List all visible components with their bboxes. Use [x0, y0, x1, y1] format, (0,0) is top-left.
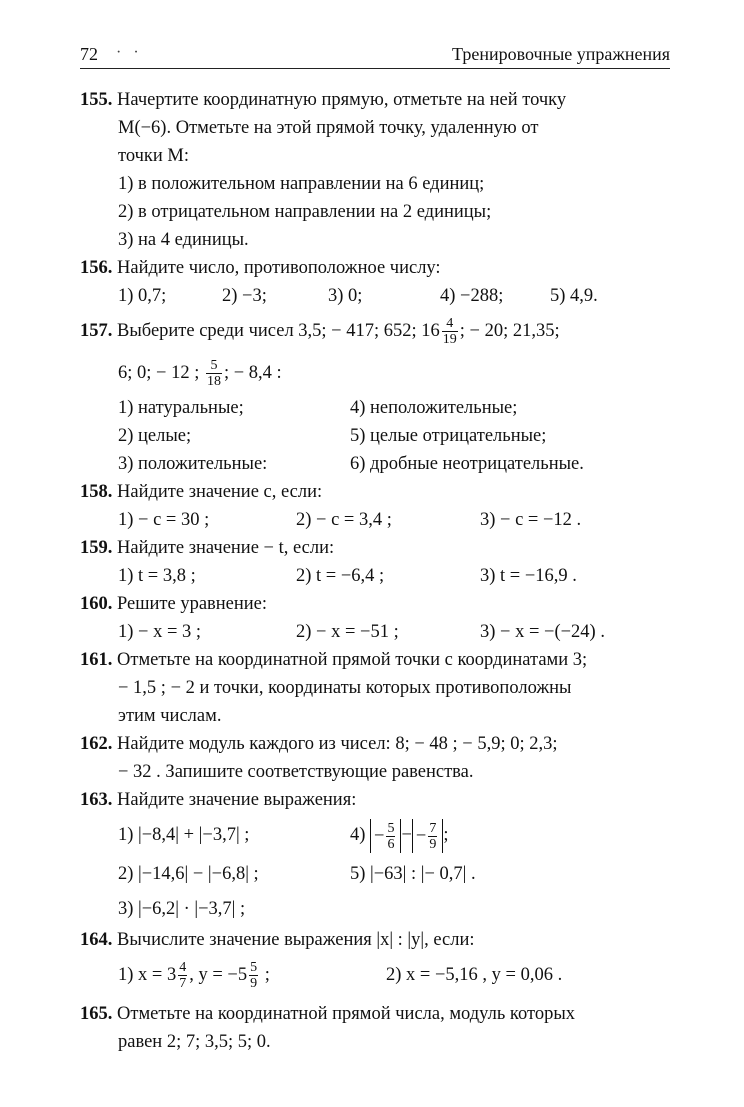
- list-item: 1) t = 3,8 ;: [118, 566, 196, 586]
- exercise-text: − 1,5 ; − 2 и точки, координаты которых противоположны: [118, 678, 572, 698]
- list-item: 4) неположительные;: [350, 398, 518, 418]
- list-item: 1) − c = 30 ;: [118, 510, 210, 530]
- fraction: $\frac{5}{18}$: [206, 358, 221, 390]
- exercise-text: Выберите среди чисел 3,5; − 417; 652;: [117, 321, 417, 341]
- list-item: 2) целые;: [118, 426, 192, 446]
- exercise-text: Найдите значение c, если:: [117, 482, 323, 502]
- list-item: 2) − c = 3,4 ;: [296, 510, 392, 530]
- list-item: 3) − c = −12 .: [480, 510, 582, 530]
- list-item: 3) |−6,2| · |−3,7| ;: [118, 899, 246, 919]
- list-item: 1) − x = 3 ;: [118, 622, 202, 642]
- exercise-number: 161.: [80, 650, 113, 670]
- exercise-158: [80, 478, 670, 534]
- list-item: 5) 4,9.: [550, 286, 598, 306]
- exercise-number: 158.: [80, 482, 113, 502]
- list-item: 3) 0;: [328, 286, 363, 306]
- exercise-text: Начертите координатную прямую, отметьте на ней точку: [117, 90, 567, 110]
- absolute-value: − $\frac{5}{6}$: [370, 819, 401, 853]
- list-item: 1) 0,7;: [118, 286, 167, 306]
- list-item: 2) |−14,6| − |−6,8| ;: [118, 864, 259, 884]
- list-item: 2) −3;: [222, 286, 267, 306]
- list-item: 3) положительные:: [118, 454, 268, 474]
- exercise-number: 157.: [80, 321, 113, 341]
- list-item: 2) t = −6,4 ;: [296, 566, 385, 586]
- exercise-text: Найдите модуль каждого из чисел: 8; − 48 ; − 5,9; 0; 2,3;: [117, 734, 558, 754]
- header-title: Тренировочные упражнения: [452, 44, 670, 64]
- mixed-number-whole: 16: [421, 321, 440, 341]
- list-item: 4) −288;: [440, 286, 504, 306]
- exercise-text: ; − 20; 21,35;: [459, 321, 560, 341]
- list-item: 3) − x = −(−24) .: [480, 622, 605, 642]
- exercise-160: [80, 590, 670, 646]
- exercise-159: [80, 534, 670, 590]
- exercise-number: 160.: [80, 594, 113, 614]
- exercise-164: [80, 926, 670, 996]
- exercise-text: 6; 0; − 12 ;: [118, 363, 200, 383]
- list-item: 2) x = −5,16 , y = 0,06 .: [386, 965, 563, 985]
- list-item: 5) |−63| : |− 0,7| .: [350, 864, 476, 884]
- exercise-162: [80, 730, 670, 786]
- exercise-text: Найдите число, противоположное числу:: [117, 258, 441, 278]
- list-item: 3) на 4 единицы.: [118, 230, 249, 250]
- exercise-text: − 32 . Запишите соответствующие равенства.: [118, 762, 474, 782]
- list-item: 2) в отрицательном направлении на 2 единицы;: [118, 202, 492, 222]
- exercise-number: 162.: [80, 734, 113, 754]
- exercise-165: [80, 1000, 670, 1056]
- absolute-value: − $\frac{7}{9}$: [412, 819, 443, 853]
- exercise-number: 163.: [80, 790, 113, 810]
- exercise-155: [80, 86, 670, 254]
- exercise-number: 165.: [80, 1004, 113, 1024]
- exercise-text: Вычислите значение выражения |x| : |y|, если:: [117, 930, 475, 950]
- exercise-text: Отметьте на координатной прямой точки с координатами 3;: [117, 650, 588, 670]
- list-item: 6) дробные неотрицательные.: [350, 454, 584, 474]
- exercise-text: равен 2; 7; 3,5; 5; 0.: [118, 1032, 271, 1052]
- exercise-157: [80, 310, 670, 478]
- exercise-text: Найдите значение − t, если:: [117, 538, 335, 558]
- fraction: $\frac{4}{19}$: [442, 316, 457, 348]
- list-item: 3) t = −16,9 .: [480, 566, 577, 586]
- exercise-156: [80, 254, 670, 310]
- exercise-text: M(−6). Отметьте на этой прямой точку, удаленную от: [118, 118, 539, 138]
- list-item: 1) x = 3 $\frac{4}{7}$ , y = −5 $\frac{5}{9}$ ;: [118, 960, 270, 992]
- exercise-161: [80, 646, 670, 730]
- header-dots: · ·: [116, 44, 143, 61]
- list-item: 1) в положительном направлении на 6 единиц;: [118, 174, 485, 194]
- list-item: 1) натуральные;: [118, 398, 244, 418]
- exercise-text: Отметьте на координатной прямой числа, модуль которых: [117, 1004, 575, 1024]
- exercise-number: 164.: [80, 930, 113, 950]
- exercise-number: 156.: [80, 258, 113, 278]
- list-item: 5) целые отрицательные;: [350, 426, 547, 446]
- exercise-number: 159.: [80, 538, 113, 558]
- exercise-163: [80, 786, 670, 926]
- exercise-text: Найдите значение выражения:: [117, 790, 357, 810]
- list-item: 4) − $\frac{5}{6}$ − − $\frac{7}{9}$ ;: [350, 814, 449, 856]
- list-item: 1) |−8,4| + |−3,7| ;: [118, 825, 250, 845]
- exercise-number: 155.: [80, 90, 113, 110]
- running-header: [80, 38, 670, 69]
- page-number: 72: [80, 44, 98, 64]
- exercise-text: Решите уравнение:: [117, 594, 268, 614]
- exercise-list: [80, 86, 670, 1056]
- list-item: 2) − x = −51 ;: [296, 622, 399, 642]
- exercise-text: точки M:: [118, 146, 190, 166]
- exercise-text: ; − 8,4 :: [223, 363, 282, 383]
- exercise-text: этим числам.: [118, 706, 222, 726]
